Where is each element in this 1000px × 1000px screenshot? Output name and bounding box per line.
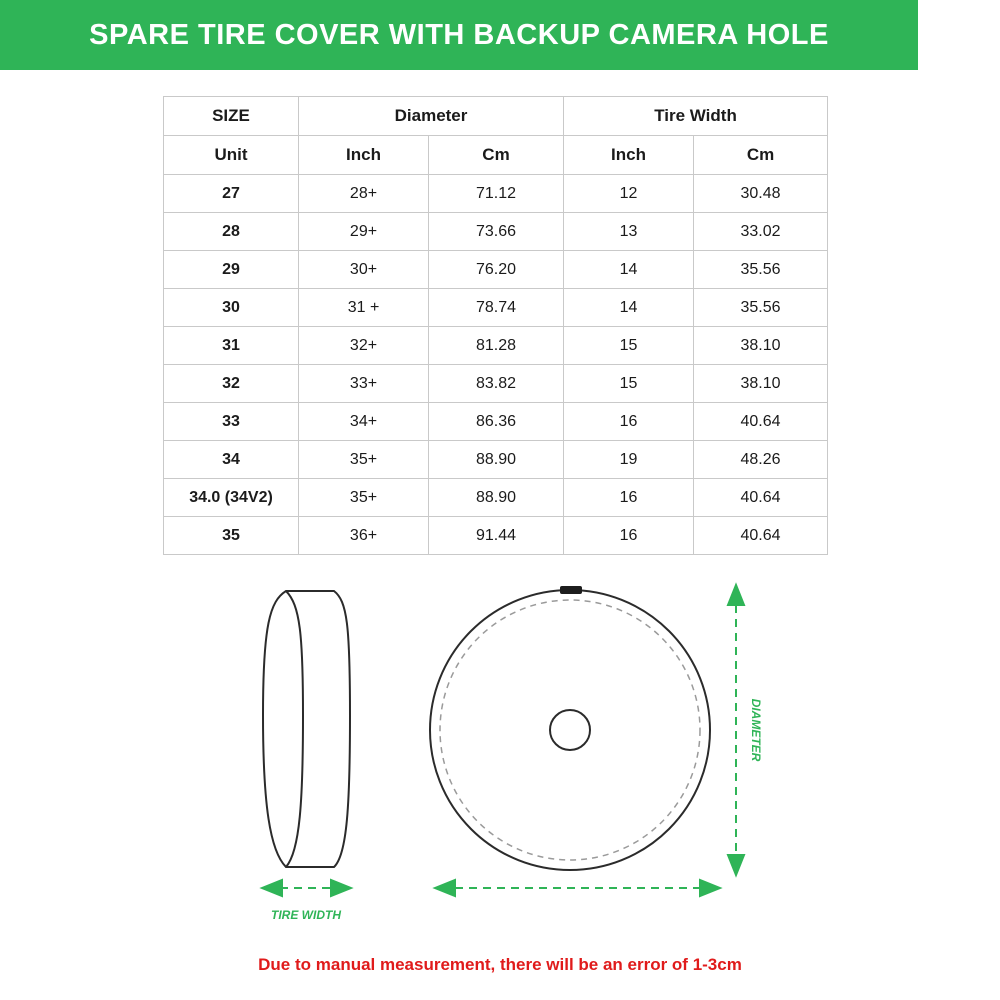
table-row [164,213,828,251]
subheader-diameter-cm: Cm [429,136,564,175]
table-group-header-row [164,97,828,136]
cell-unit: 32 [164,365,299,403]
cell-width-cm: 48.26 [694,441,828,479]
cell-diameter-cm: 81.28 [429,327,564,365]
cell-diameter-inch: 30+ [299,251,429,289]
front-view-shape [430,586,710,870]
cell-diameter-inch: 35+ [299,441,429,479]
page-title: SPARE TIRE COVER WITH BACKUP CAMERA HOLE [89,18,829,51]
table-row [164,175,828,213]
cell-width-cm: 30.48 [694,175,828,213]
table-sub-header-row [164,136,828,175]
cell-unit: 35 [164,517,299,555]
side-view-shape [263,591,350,867]
cell-width-inch: 16 [564,479,694,517]
product-diagram [0,555,1000,945]
cell-diameter-cm: 78.74 [429,289,564,327]
cell-diameter-cm: 83.82 [429,365,564,403]
header-tire-width: Tire Width [564,97,828,136]
cell-width-cm: 40.64 [694,479,828,517]
cell-unit: 30 [164,289,299,327]
cell-diameter-inch: 33+ [299,365,429,403]
cell-diameter-cm: 76.20 [429,251,564,289]
cell-unit: 34 [164,441,299,479]
cell-diameter-cm: 88.90 [429,479,564,517]
cell-diameter-cm: 73.66 [429,213,564,251]
tire-width-arrow [262,880,351,896]
cell-unit: 27 [164,175,299,213]
cell-diameter-cm: 88.90 [429,441,564,479]
cell-width-inch: 16 [564,517,694,555]
cell-unit: 33 [164,403,299,441]
cell-diameter-inch: 31 + [299,289,429,327]
table-row [164,441,828,479]
cell-width-inch: 12 [564,175,694,213]
cell-diameter-inch: 32+ [299,327,429,365]
cell-width-inch: 14 [564,289,694,327]
cell-unit: 31 [164,327,299,365]
cell-width-cm: 35.56 [694,251,828,289]
cell-width-cm: 38.10 [694,365,828,403]
camera-hole-marker [560,586,582,594]
cell-width-inch: 13 [564,213,694,251]
table-row [164,403,828,441]
cell-width-inch: 19 [564,441,694,479]
cell-width-inch: 16 [564,403,694,441]
cell-width-cm: 40.64 [694,517,828,555]
cell-width-inch: 14 [564,251,694,289]
cell-width-cm: 33.02 [694,213,828,251]
cell-diameter-cm: 86.36 [429,403,564,441]
diameter-arrow [728,585,744,875]
header-size: SIZE [164,97,299,136]
cell-unit: 28 [164,213,299,251]
table-row [164,289,828,327]
subheader-unit: Unit [164,136,299,175]
cell-diameter-cm: 71.12 [429,175,564,213]
cell-unit: 34.0 (34V2) [164,479,299,517]
cell-width-cm: 40.64 [694,403,828,441]
subheader-diameter-inch: Inch [299,136,429,175]
tire-width-label: TIRE WIDTH [271,908,341,922]
cell-diameter-inch: 34+ [299,403,429,441]
diameter-label: DIAMETER [749,698,763,762]
cell-width-cm: 35.56 [694,289,828,327]
cell-diameter-inch: 35+ [299,479,429,517]
table-row [164,479,828,517]
cell-diameter-cm: 91.44 [429,517,564,555]
cell-unit: 29 [164,251,299,289]
table-row [164,517,828,555]
circle-width-arrow [435,880,720,896]
header-banner [0,0,918,70]
subheader-width-inch: Inch [564,136,694,175]
cell-diameter-inch: 28+ [299,175,429,213]
cell-diameter-inch: 36+ [299,517,429,555]
cell-width-inch: 15 [564,327,694,365]
cell-width-cm: 38.10 [694,327,828,365]
table-row [164,251,828,289]
header-diameter: Diameter [299,97,564,136]
table-row [164,327,828,365]
measurement-disclaimer: Due to manual measurement, there will be an error of 1-3cm [258,955,742,974]
subheader-width-cm: Cm [694,136,828,175]
cell-diameter-inch: 29+ [299,213,429,251]
size-chart-table [163,96,827,555]
cell-width-inch: 15 [564,365,694,403]
table-row [164,365,828,403]
